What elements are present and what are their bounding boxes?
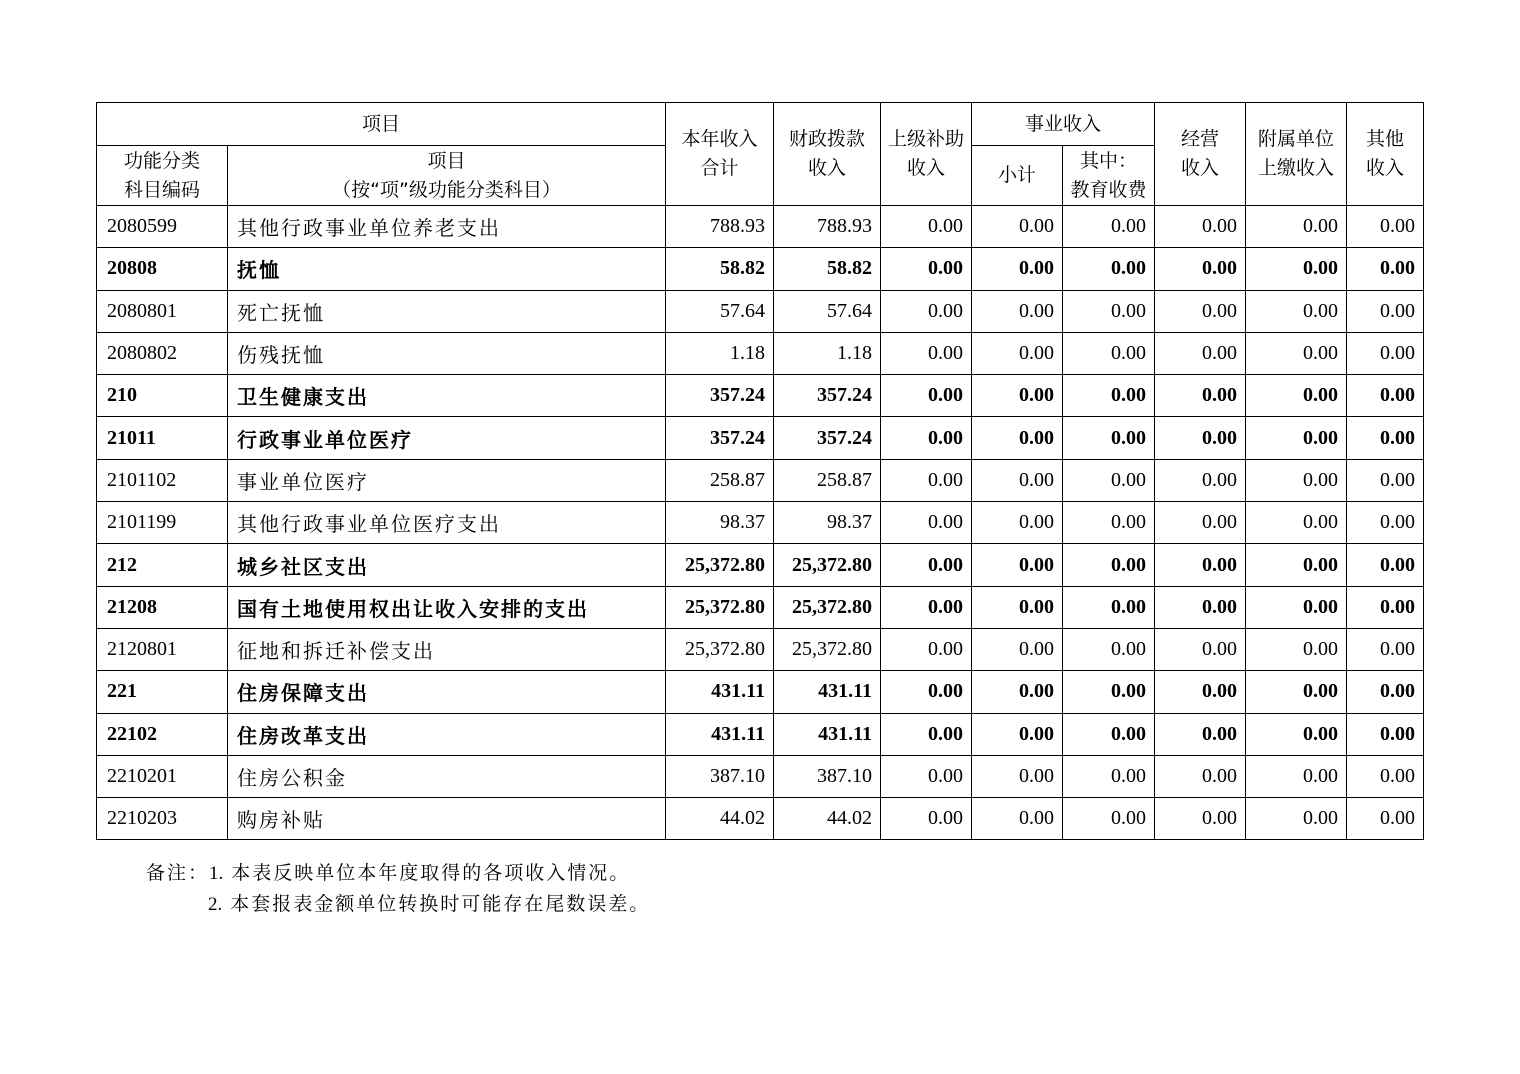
table-row — [97, 713, 1424, 755]
superior-amount: 0.00 — [881, 713, 972, 755]
business-subtotal: 0.00 — [972, 671, 1063, 713]
business-subtotal: 0.00 — [972, 502, 1063, 544]
table-row — [97, 375, 1424, 417]
fiscal-amount: 258.87 — [774, 459, 881, 501]
business-subtotal: 0.00 — [972, 248, 1063, 290]
subject-code: 2101102 — [97, 459, 228, 501]
other-amount: 0.00 — [1347, 544, 1424, 586]
superior-amount: 0.00 — [881, 417, 972, 459]
subject-code: 210 — [97, 375, 228, 417]
income-table — [96, 102, 1424, 840]
subject-code: 2080801 — [97, 290, 228, 332]
total-amount: 357.24 — [666, 375, 774, 417]
affiliated-amount: 0.00 — [1246, 628, 1347, 670]
edu-fee-amount: 0.00 — [1063, 671, 1155, 713]
header-project-group: 项目 — [97, 103, 666, 146]
fiscal-amount: 25,372.80 — [774, 628, 881, 670]
fiscal-amount: 431.11 — [774, 671, 881, 713]
edu-fee-amount: 0.00 — [1063, 628, 1155, 670]
fiscal-amount: 1.18 — [774, 332, 881, 374]
operating-amount: 0.00 — [1155, 713, 1246, 755]
total-amount: 788.93 — [666, 206, 774, 248]
operating-amount: 0.00 — [1155, 755, 1246, 797]
affiliated-amount: 0.00 — [1246, 459, 1347, 501]
affiliated-amount: 0.00 — [1246, 586, 1347, 628]
total-amount: 44.02 — [666, 798, 774, 840]
subject-name: 伤残抚恤 — [228, 332, 666, 374]
edu-fee-amount: 0.00 — [1063, 417, 1155, 459]
subject-code: 22102 — [97, 713, 228, 755]
table-row — [97, 544, 1424, 586]
superior-amount: 0.00 — [881, 671, 972, 713]
total-amount: 431.11 — [666, 713, 774, 755]
subject-code: 2210201 — [97, 755, 228, 797]
total-amount: 258.87 — [666, 459, 774, 501]
affiliated-amount: 0.00 — [1246, 502, 1347, 544]
edu-fee-amount: 0.00 — [1063, 248, 1155, 290]
edu-fee-amount: 0.00 — [1063, 502, 1155, 544]
subject-code: 2101199 — [97, 502, 228, 544]
header-fiscal: 财政拨款 收入 — [774, 103, 881, 206]
other-amount: 0.00 — [1347, 248, 1424, 290]
other-amount: 0.00 — [1347, 332, 1424, 374]
operating-amount: 0.00 — [1155, 798, 1246, 840]
superior-amount: 0.00 — [881, 798, 972, 840]
edu-fee-amount: 0.00 — [1063, 375, 1155, 417]
affiliated-amount: 0.00 — [1246, 375, 1347, 417]
subject-code: 221 — [97, 671, 228, 713]
other-amount: 0.00 — [1347, 459, 1424, 501]
superior-amount: 0.00 — [881, 332, 972, 374]
header-other: 其他 收入 — [1347, 103, 1424, 206]
business-subtotal: 0.00 — [972, 798, 1063, 840]
table-row — [97, 755, 1424, 797]
fiscal-amount: 44.02 — [774, 798, 881, 840]
note-number: 2. — [208, 894, 223, 915]
edu-fee-amount: 0.00 — [1063, 459, 1155, 501]
subject-name: 城乡社区支出 — [228, 544, 666, 586]
other-amount: 0.00 — [1347, 375, 1424, 417]
table-row — [97, 332, 1424, 374]
superior-amount: 0.00 — [881, 459, 972, 501]
note-text: 本套报表金额单位转换时可能存在尾数误差。 — [230, 893, 651, 915]
edu-fee-amount: 0.00 — [1063, 798, 1155, 840]
affiliated-amount: 0.00 — [1246, 290, 1347, 332]
subject-name: 其他行政事业单位医疗支出 — [228, 502, 666, 544]
affiliated-amount: 0.00 — [1246, 206, 1347, 248]
fiscal-amount: 387.10 — [774, 755, 881, 797]
edu-fee-amount: 0.00 — [1063, 586, 1155, 628]
note-line-2 — [146, 889, 650, 920]
table-row — [97, 586, 1424, 628]
subject-name: 卫生健康支出 — [228, 375, 666, 417]
other-amount: 0.00 — [1347, 502, 1424, 544]
superior-amount: 0.00 — [881, 248, 972, 290]
subject-name: 国有土地使用权出让收入安排的支出 — [228, 586, 666, 628]
fiscal-amount: 357.24 — [774, 375, 881, 417]
affiliated-amount: 0.00 — [1246, 671, 1347, 713]
other-amount: 0.00 — [1347, 290, 1424, 332]
operating-amount: 0.00 — [1155, 248, 1246, 290]
total-amount: 25,372.80 — [666, 544, 774, 586]
operating-amount: 0.00 — [1155, 544, 1246, 586]
total-amount: 25,372.80 — [666, 628, 774, 670]
table-row — [97, 671, 1424, 713]
business-subtotal: 0.00 — [972, 755, 1063, 797]
note-number: 1. — [209, 863, 224, 884]
operating-amount: 0.00 — [1155, 290, 1246, 332]
header-operating: 经营 收入 — [1155, 103, 1246, 206]
operating-amount: 0.00 — [1155, 628, 1246, 670]
other-amount: 0.00 — [1347, 713, 1424, 755]
edu-fee-amount: 0.00 — [1063, 713, 1155, 755]
edu-fee-amount: 0.00 — [1063, 290, 1155, 332]
operating-amount: 0.00 — [1155, 332, 1246, 374]
affiliated-amount: 0.00 — [1246, 248, 1347, 290]
affiliated-amount: 0.00 — [1246, 544, 1347, 586]
affiliated-amount: 0.00 — [1246, 332, 1347, 374]
table-row — [97, 248, 1424, 290]
fiscal-amount: 58.82 — [774, 248, 881, 290]
operating-amount: 0.00 — [1155, 206, 1246, 248]
table-row — [97, 502, 1424, 544]
other-amount: 0.00 — [1347, 206, 1424, 248]
fiscal-amount: 788.93 — [774, 206, 881, 248]
subject-code: 212 — [97, 544, 228, 586]
total-amount: 58.82 — [666, 248, 774, 290]
superior-amount: 0.00 — [881, 206, 972, 248]
table-row — [97, 459, 1424, 501]
total-amount: 57.64 — [666, 290, 774, 332]
edu-fee-amount: 0.00 — [1063, 206, 1155, 248]
operating-amount: 0.00 — [1155, 375, 1246, 417]
business-subtotal: 0.00 — [972, 586, 1063, 628]
header-subtotal: 小计 — [972, 146, 1063, 206]
subject-name: 死亡抚恤 — [228, 290, 666, 332]
superior-amount: 0.00 — [881, 544, 972, 586]
header-code: 功能分类 科目编码 — [97, 146, 228, 206]
table-row — [97, 290, 1424, 332]
superior-amount: 0.00 — [881, 628, 972, 670]
other-amount: 0.00 — [1347, 798, 1424, 840]
header-name: 项目 （按“项”级功能分类科目） — [228, 146, 666, 206]
superior-amount: 0.00 — [881, 502, 972, 544]
subject-code: 21011 — [97, 417, 228, 459]
business-subtotal: 0.00 — [972, 290, 1063, 332]
business-subtotal: 0.00 — [972, 375, 1063, 417]
table-row — [97, 798, 1424, 840]
other-amount: 0.00 — [1347, 671, 1424, 713]
table-row — [97, 628, 1424, 670]
subject-name: 住房保障支出 — [228, 671, 666, 713]
affiliated-amount: 0.00 — [1246, 713, 1347, 755]
subject-code: 21208 — [97, 586, 228, 628]
subject-code: 2080802 — [97, 332, 228, 374]
edu-fee-amount: 0.00 — [1063, 332, 1155, 374]
note-text: 本表反映单位本年度取得的各项收入情况。 — [231, 862, 631, 884]
business-subtotal: 0.00 — [972, 417, 1063, 459]
subject-name: 行政事业单位医疗 — [228, 417, 666, 459]
superior-amount: 0.00 — [881, 375, 972, 417]
operating-amount: 0.00 — [1155, 671, 1246, 713]
other-amount: 0.00 — [1347, 628, 1424, 670]
fiscal-amount: 25,372.80 — [774, 544, 881, 586]
other-amount: 0.00 — [1347, 586, 1424, 628]
header-edu-fee: 其中： 教育收费 — [1063, 146, 1155, 206]
subject-name: 其他行政事业单位养老支出 — [228, 206, 666, 248]
operating-amount: 0.00 — [1155, 417, 1246, 459]
total-amount: 357.24 — [666, 417, 774, 459]
superior-amount: 0.00 — [881, 586, 972, 628]
fiscal-amount: 57.64 — [774, 290, 881, 332]
fiscal-amount: 357.24 — [774, 417, 881, 459]
fiscal-amount: 98.37 — [774, 502, 881, 544]
subject-code: 2210203 — [97, 798, 228, 840]
superior-amount: 0.00 — [881, 290, 972, 332]
operating-amount: 0.00 — [1155, 502, 1246, 544]
total-amount: 25,372.80 — [666, 586, 774, 628]
table-body — [97, 206, 1424, 840]
header-superior: 上级补助 收入 — [881, 103, 972, 206]
subject-name: 住房改革支出 — [228, 713, 666, 755]
subject-code: 2120801 — [97, 628, 228, 670]
affiliated-amount: 0.00 — [1246, 798, 1347, 840]
total-amount: 431.11 — [666, 671, 774, 713]
operating-amount: 0.00 — [1155, 586, 1246, 628]
notes-label: 备注： — [146, 862, 210, 884]
business-subtotal: 0.00 — [972, 206, 1063, 248]
subject-code: 20808 — [97, 248, 228, 290]
business-subtotal: 0.00 — [972, 628, 1063, 670]
subject-name: 征地和拆迁补偿支出 — [228, 628, 666, 670]
table-row — [97, 417, 1424, 459]
total-amount: 387.10 — [666, 755, 774, 797]
other-amount: 0.00 — [1347, 417, 1424, 459]
table-row — [97, 206, 1424, 248]
business-subtotal: 0.00 — [972, 332, 1063, 374]
business-subtotal: 0.00 — [972, 713, 1063, 755]
total-amount: 98.37 — [666, 502, 774, 544]
superior-amount: 0.00 — [881, 755, 972, 797]
operating-amount: 0.00 — [1155, 459, 1246, 501]
edu-fee-amount: 0.00 — [1063, 755, 1155, 797]
business-subtotal: 0.00 — [972, 459, 1063, 501]
notes — [146, 858, 650, 920]
subject-code: 2080599 — [97, 206, 228, 248]
fiscal-amount: 25,372.80 — [774, 586, 881, 628]
note-line-1 — [146, 858, 650, 889]
total-amount: 1.18 — [666, 332, 774, 374]
fiscal-amount: 431.11 — [774, 713, 881, 755]
header-total: 本年收入 合计 — [666, 103, 774, 206]
business-subtotal: 0.00 — [972, 544, 1063, 586]
subject-name: 住房公积金 — [228, 755, 666, 797]
edu-fee-amount: 0.00 — [1063, 544, 1155, 586]
header-business-group: 事业收入 — [972, 103, 1155, 146]
affiliated-amount: 0.00 — [1246, 417, 1347, 459]
other-amount: 0.00 — [1347, 755, 1424, 797]
subject-name: 购房补贴 — [228, 798, 666, 840]
header-affiliated: 附属单位 上缴收入 — [1246, 103, 1347, 206]
subject-name: 事业单位医疗 — [228, 459, 666, 501]
affiliated-amount: 0.00 — [1246, 755, 1347, 797]
subject-name: 抚恤 — [228, 248, 666, 290]
